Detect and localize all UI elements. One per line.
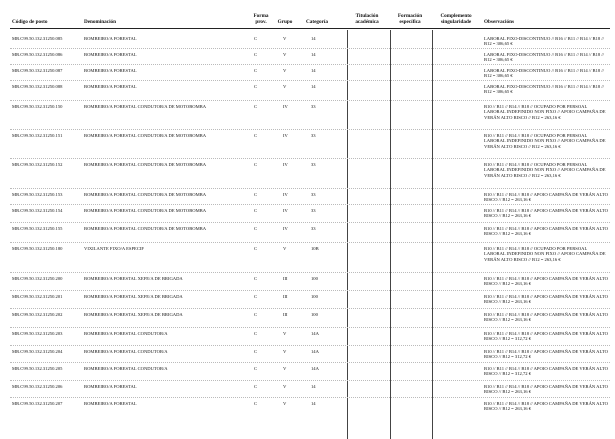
row-separator bbox=[10, 397, 610, 398]
cell-denominacion: BOMBEIRO/A FORESTAL bbox=[84, 36, 137, 41]
cell-grupo: III bbox=[283, 294, 288, 299]
cell-observaciones: LABORAL FIXO-DISCONTINUO // B16 // B11 // B14 // B18 // B12 = 306,65 € bbox=[484, 52, 604, 63]
cell-grupo: V bbox=[283, 246, 287, 251]
header-formacion: Formación específica bbox=[397, 13, 423, 25]
cell-observaciones: B10 // B11 // B14 // B18 // APOIO CAMPAÑA DE VERÁN ALTO RISCO // B12 = 263,16 € bbox=[484, 312, 608, 323]
cell-grupo: V bbox=[283, 401, 287, 406]
cell-grupo: V bbox=[283, 52, 287, 57]
cell-codigo: MR.C99.50.132.31250.200 bbox=[12, 276, 63, 281]
cell-categoria: 14A bbox=[311, 366, 319, 371]
column-divider bbox=[432, 30, 433, 439]
cell-observaciones: B10 // B11 // B14 // B18 // APOIO CAMPAÑA DE VERÁN ALTO RISCO // B12 = 263,16 € bbox=[484, 192, 608, 203]
cell-denominacion: BOMBEIRO/A FORESTAL CONDUTOR/A DE MOTOBOMBA bbox=[84, 104, 207, 109]
cell-observaciones: B10 // B11 // B14 // B18 // APOIO CAMPAÑA DE VERÁN ALTO RISCO // B12 = 312,72 € bbox=[484, 349, 608, 360]
header-rule bbox=[10, 28, 610, 29]
cell-observaciones: B10 // B11 // B14 // B18 // APOIO CAMPAÑA DE VERÁN ALTO RISCO // B12 = 263,16 € bbox=[484, 226, 608, 237]
cell-grupo: V bbox=[283, 349, 287, 354]
cell-forma-prov: C bbox=[254, 246, 258, 251]
row-separator bbox=[10, 290, 610, 291]
cell-codigo: MR.C99.50.132.31250.087 bbox=[12, 68, 63, 73]
cell-codigo: MR.C99.50.132.31250.152 bbox=[12, 162, 63, 167]
cell-denominacion: BOMBEIRO/A FORESTAL CONDUTOR/A DE MOTOBOMBA bbox=[84, 208, 207, 213]
cell-denominacion: BOMBEIRO/A FORESTAL CONDUTOR/A DE MOTOBOMBA bbox=[84, 133, 207, 138]
header-codigo: Código de posto bbox=[12, 19, 48, 25]
cell-forma-prov: C bbox=[254, 36, 258, 41]
cell-codigo: MR.C99.50.132.31250.204 bbox=[12, 349, 63, 354]
cell-categoria: 33 bbox=[311, 226, 316, 231]
cell-grupo: V bbox=[283, 68, 287, 73]
cell-observaciones: B10 // B11 // B14 // B18 // APOIO CAMPAÑA DE VERÁN ALTO RISCO // B12 = 312,72 € bbox=[484, 366, 608, 377]
row-separator bbox=[10, 362, 610, 363]
row-separator bbox=[10, 188, 610, 189]
cell-forma-prov: C bbox=[254, 366, 258, 371]
cell-codigo: MR.C99.50.132.31250.088 bbox=[12, 84, 63, 89]
cell-grupo: III bbox=[283, 312, 288, 317]
row-separator bbox=[10, 158, 610, 159]
cell-denominacion: BOMBEIRO/A FORESTAL bbox=[84, 52, 137, 57]
cell-observaciones: B10 // B11 // B14 // B18 // OCUPADO POR PERSOAL LABORAL INDEFINIDO NON FIXO // APOIO CAMPAÑA DE VERÁN ALTO RISCO // B12 = 263,16 € bbox=[484, 104, 606, 120]
cell-denominacion: BOMBEIRO/A FORESTAL XEFE/A DE BRIGADA bbox=[84, 294, 183, 299]
row-separator bbox=[10, 100, 610, 101]
cell-denominacion: BOMBEIRO/A FORESTAL CONDUTOR/A DE MOTOBOMBA bbox=[84, 226, 207, 231]
cell-codigo: MR.C99.50.132.31250.202 bbox=[12, 312, 63, 317]
cell-codigo: MR.C99.50.132.31250.086 bbox=[12, 52, 63, 57]
cell-observaciones: B10 // B11 // B14 // B18 // OCUPADO POR PERSOAL LABORAL INDEFINIDO NON FIXO // APOIO CAMPAÑA DE VERÁN ALTO RISCO // B12 = 263,16 € bbox=[484, 246, 606, 262]
cell-categoria: 33 bbox=[311, 104, 316, 109]
cell-forma-prov: C bbox=[254, 294, 258, 299]
row-separator bbox=[10, 308, 610, 309]
cell-grupo: V bbox=[283, 84, 287, 89]
row-separator bbox=[10, 380, 610, 381]
cell-denominacion: BOMBEIRO/A FORESTAL bbox=[84, 401, 137, 406]
column-divider bbox=[390, 30, 391, 439]
cell-grupo: III bbox=[283, 276, 288, 281]
cell-denominacion: BOMBEIRO/A FORESTAL bbox=[84, 384, 137, 389]
row-separator bbox=[10, 345, 610, 346]
cell-observaciones: B10 // B11 // B14 // B18 // APOIO CAMPAÑA DE VERÁN ALTO RISCO // B12 = 263,16 € bbox=[484, 294, 608, 305]
cell-codigo: MR.C99.50.132.31250.155 bbox=[12, 226, 63, 231]
cell-categoria: 100 bbox=[311, 276, 318, 281]
cell-codigo: MR.C99.50.132.31250.153 bbox=[12, 192, 63, 197]
cell-categoria: 14A bbox=[311, 349, 319, 354]
cell-observaciones: B10 // B11 // B14 // B18 // APOIO CAMPAÑA DE VERÁN ALTO RISCO // B12 = 312,72 € bbox=[484, 331, 608, 342]
cell-categoria: 100 bbox=[311, 312, 318, 317]
cell-forma-prov: C bbox=[254, 208, 258, 213]
cell-denominacion: BOMBEIRO/A FORESTAL XEFE/A DE BRIGADA bbox=[84, 276, 183, 281]
cell-forma-prov: C bbox=[254, 68, 258, 73]
cell-codigo: MR.C99.50.132.31250.154 bbox=[12, 208, 63, 213]
cell-codigo: MR.C99.50.132.31250.150 bbox=[12, 104, 63, 109]
cell-categoria: 14 bbox=[311, 384, 316, 389]
cell-categoria: 14 bbox=[311, 68, 316, 73]
cell-observaciones: B10 // B11 // B14 // B18 // APOIO CAMPAÑA DE VERÁN ALTO RISCO // B12 = 263,16 € bbox=[484, 276, 608, 287]
row-separator bbox=[10, 222, 610, 223]
header-titulacion: Titulación académica bbox=[355, 13, 379, 25]
cell-denominacion: BOMBEIRO/A FORESTAL bbox=[84, 84, 137, 89]
cell-categoria: 14 bbox=[311, 52, 316, 57]
cell-categoria: 14A bbox=[311, 331, 319, 336]
cell-categoria: 100 bbox=[311, 294, 318, 299]
cell-denominacion: VIXILANTE FIXO/A ESPECIF bbox=[84, 246, 144, 251]
column-divider bbox=[347, 30, 348, 439]
cell-grupo: V bbox=[283, 384, 287, 389]
cell-observaciones: LABORAL FIXO-DISCONTINUO // B16 // B11 // B14 // B18 // B12 = 306,65 € bbox=[484, 68, 604, 79]
cell-denominacion: BOMBEIRO/A FORESTAL CONDUTOR/A bbox=[84, 366, 168, 371]
cell-denominacion: BOMBEIRO/A FORESTAL bbox=[84, 68, 137, 73]
cell-categoria: 14 bbox=[311, 36, 316, 41]
row-separator bbox=[10, 327, 610, 328]
cell-forma-prov: C bbox=[254, 401, 258, 406]
cell-observaciones: B10 // B11 // B14 // B18 // APOIO CAMPAÑA DE VERÁN ALTO RISCO // B12 = 263,16 € bbox=[484, 384, 608, 395]
cell-observaciones: B10 // B11 // B14 // B18 // APOIO CAMPAÑA DE VERÁN ALTO RISCO // B12 = 263,16 € bbox=[484, 208, 608, 219]
cell-codigo: MR.C99.50.132.31250.085 bbox=[12, 36, 63, 41]
header-grupo: Grupo bbox=[277, 19, 293, 25]
cell-codigo: MR.C99.50.132.31250.206 bbox=[12, 384, 63, 389]
cell-forma-prov: C bbox=[254, 312, 258, 317]
row-separator bbox=[10, 204, 610, 205]
cell-observaciones: B10 // B11 // B14 // B18 // APOIO CAMPAÑA DE VERÁN ALTO RISCO // B12 = 263,16 € bbox=[484, 401, 608, 412]
row-separator bbox=[10, 80, 610, 81]
cell-codigo: MR.C99.50.132.31250.203 bbox=[12, 331, 63, 336]
cell-grupo: IV bbox=[283, 104, 288, 109]
cell-forma-prov: C bbox=[254, 349, 258, 354]
cell-forma-prov: C bbox=[254, 226, 258, 231]
header-observaciones: Observacións bbox=[484, 19, 514, 25]
cell-grupo: V bbox=[283, 366, 287, 371]
cell-grupo: V bbox=[283, 36, 287, 41]
cell-codigo: MR.C99.50.132.31250.151 bbox=[12, 133, 63, 138]
cell-codigo: MR.C99.50.132.31250.205 bbox=[12, 366, 63, 371]
cell-observaciones: LABORAL FIXO-DISCONTINUO // B16 // B11 // B14 // B18 // B12 = 306,65 € bbox=[484, 84, 604, 95]
cell-forma-prov: C bbox=[254, 133, 258, 138]
cell-forma-prov: C bbox=[254, 52, 258, 57]
cell-forma-prov: C bbox=[254, 162, 258, 167]
cell-categoria: 10B bbox=[311, 246, 319, 251]
cell-observaciones: B10 // B11 // B14 // B18 // OCUPADO POR PERSOAL LABORAL INDEFINIDO NON FIXO // APOIO CAMPAÑA DE VERÁN ALTO RISCO // B12 = 263,16 € bbox=[484, 133, 606, 149]
header-forma-prov: Forma prov. bbox=[253, 13, 269, 25]
cell-categoria: 33 bbox=[311, 192, 316, 197]
cell-denominacion: BOMBEIRO/A FORESTAL CONDUTOR/A bbox=[84, 331, 168, 336]
row-separator bbox=[10, 64, 610, 65]
cell-forma-prov: C bbox=[254, 276, 258, 281]
cell-forma-prov: C bbox=[254, 384, 258, 389]
row-separator bbox=[10, 242, 610, 243]
cell-grupo: IV bbox=[283, 192, 288, 197]
row-separator bbox=[10, 129, 610, 130]
cell-denominacion: BOMBEIRO/A FORESTAL CONDUTOR/A DE MOTOBOMBA bbox=[84, 192, 207, 197]
cell-grupo: IV bbox=[283, 162, 288, 167]
cell-codigo: MR.C99.50.132.31250.207 bbox=[12, 401, 63, 406]
cell-forma-prov: C bbox=[254, 104, 258, 109]
cell-grupo: IV bbox=[283, 226, 288, 231]
cell-grupo: V bbox=[283, 331, 287, 336]
cell-forma-prov: C bbox=[254, 84, 258, 89]
row-separator bbox=[10, 272, 610, 273]
cell-codigo: MR.C99.50.132.31250.180 bbox=[12, 246, 63, 251]
cell-grupo: IV bbox=[283, 208, 288, 213]
cell-denominacion: BOMBEIRO/A FORESTAL CONDUTOR/A bbox=[84, 349, 168, 354]
cell-categoria: 33 bbox=[311, 162, 316, 167]
cell-denominacion: BOMBEIRO/A FORESTAL XEFE/A DE BRIGADA bbox=[84, 312, 183, 317]
cell-grupo: IV bbox=[283, 133, 288, 138]
cell-observaciones: LABORAL FIXO-DISCONTINUO // B16 // B11 // B14 // B18 // B12 = 306,65 € bbox=[484, 36, 604, 47]
cell-categoria: 33 bbox=[311, 133, 316, 138]
cell-categoria: 14 bbox=[311, 401, 316, 406]
header-denominacion: Denominación bbox=[84, 19, 116, 25]
cell-denominacion: BOMBEIRO/A FORESTAL CONDUTOR/A DE MOTOBOMBA bbox=[84, 162, 207, 167]
header-complemento: Complemento singularidade bbox=[440, 13, 472, 25]
cell-observaciones: B10 // B11 // B14 // B18 // OCUPADO POR PERSOAL LABORAL INDEFINIDO NON FIXO // APOIO CAMPAÑA DE VERÁN ALTO RISCO // B12 = 263,16 € bbox=[484, 162, 606, 178]
cell-categoria: 33 bbox=[311, 208, 316, 213]
cell-categoria: 14 bbox=[311, 84, 316, 89]
row-separator bbox=[10, 48, 610, 49]
cell-forma-prov: C bbox=[254, 331, 258, 336]
cell-forma-prov: C bbox=[254, 192, 258, 197]
header-categoria: Categoría bbox=[306, 19, 328, 25]
cell-codigo: MR.C99.50.132.31250.201 bbox=[12, 294, 63, 299]
